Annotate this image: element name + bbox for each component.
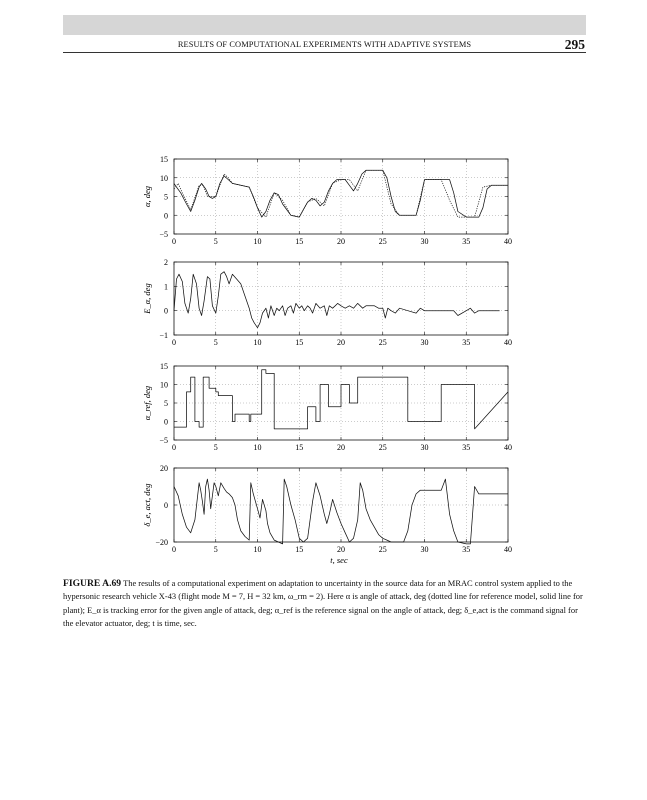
x-tick-label: 5: [213, 338, 218, 347]
x-tick-label: 30: [420, 545, 429, 554]
x-tick-label: 0: [172, 338, 176, 347]
series-line: [174, 272, 500, 328]
y-tick-label: 0: [164, 306, 168, 316]
x-tick-label: 25: [378, 443, 387, 452]
x-tick-label: 20: [337, 545, 345, 554]
x-tick-label: 15: [295, 545, 304, 554]
x-axis-label: t, sec: [330, 555, 348, 565]
x-tick-label: 25: [378, 338, 387, 347]
y-tick-label: 0: [164, 417, 168, 427]
x-tick-label: 35: [462, 545, 471, 554]
x-tick-label: 0: [172, 237, 176, 246]
x-tick-label: 30: [420, 237, 429, 246]
x-tick-label: 10: [253, 545, 262, 554]
y-tick-label: 10: [160, 173, 168, 183]
y-tick-label: 2: [164, 258, 168, 267]
x-tick-label: 40: [504, 338, 512, 347]
y-axis-label: α_ref, deg: [142, 385, 152, 421]
x-tick-label: 25: [378, 545, 387, 554]
y-tick-label: 1: [164, 282, 168, 292]
x-tick-label: 40: [504, 443, 512, 452]
figure-label: FIGURE A.69: [63, 578, 122, 589]
y-tick-label: −5: [159, 436, 168, 445]
panel-elevator: [142, 464, 512, 554]
x-tick-label: 40: [504, 237, 512, 246]
y-tick-label: 5: [164, 192, 168, 202]
x-tick-label: 35: [462, 338, 471, 347]
caption-text: The results of a computational experiment on adaptation to uncertainty in the source data for an MRAC control system applied to the hypersonic research vehicle X-43 (flight mode M = 7, H = 32 km, ω_rm = 2). Here α is angle of attack, deg (dotted line for reference model, solid line for plant); E_α is tracking error for the given angle of attack, deg; α_ref is the reference signal on the angle of attack, deg; δ_e,act is the command signal for the elevator actuator, deg; t is time, sec.: [63, 578, 583, 628]
x-tick-label: 35: [462, 443, 471, 452]
x-tick-label: 0: [172, 443, 176, 452]
x-tick-label: 30: [420, 338, 429, 347]
y-tick-label: 0: [164, 501, 168, 510]
x-tick-label: 10: [253, 338, 262, 347]
panel-tracking-error: [142, 258, 512, 347]
y-axis-label: δ_e, act, deg: [142, 483, 152, 527]
x-tick-label: 20: [337, 443, 345, 452]
y-tick-label: 5: [164, 399, 168, 408]
x-tick-label: 10: [253, 443, 262, 452]
figure-caption: [63, 577, 586, 630]
y-axis-label: E_α, deg: [142, 283, 152, 314]
y-tick-label: 10: [160, 380, 168, 390]
x-tick-label: 0: [172, 545, 176, 554]
y-tick-label: 15: [160, 155, 168, 164]
running-head: RESULTS OF COMPUTATIONAL EXPERIMENTS WITH ADAPTIVE SYSTEMS: [177, 40, 472, 49]
x-tick-label: 5: [213, 237, 218, 246]
y-axis-label: α, deg: [142, 186, 152, 207]
y-tick-label: −20: [155, 538, 168, 547]
panel-alpha: [142, 155, 512, 246]
x-tick-label: 20: [337, 237, 345, 246]
x-tick-label: 35: [462, 237, 471, 246]
panel-alpha-ref: [142, 362, 512, 452]
y-tick-label: −5: [159, 230, 168, 239]
y-tick-label: −1: [159, 331, 168, 340]
x-tick-label: 25: [378, 237, 387, 246]
x-tick-label: 40: [504, 545, 512, 554]
x-tick-label: 5: [213, 443, 218, 452]
x-tick-label: 15: [295, 338, 304, 347]
y-tick-label: 0: [164, 211, 168, 221]
x-tick-label: 10: [253, 237, 262, 246]
y-tick-label: 15: [160, 362, 168, 371]
x-tick-label: 15: [295, 443, 304, 452]
y-tick-label: 20: [160, 464, 168, 473]
x-tick-label: 5: [213, 545, 218, 554]
x-tick-label: 15: [295, 237, 304, 246]
x-tick-label: 20: [337, 338, 345, 347]
x-tick-label: 30: [420, 443, 429, 452]
page-number: 295: [564, 37, 585, 52]
